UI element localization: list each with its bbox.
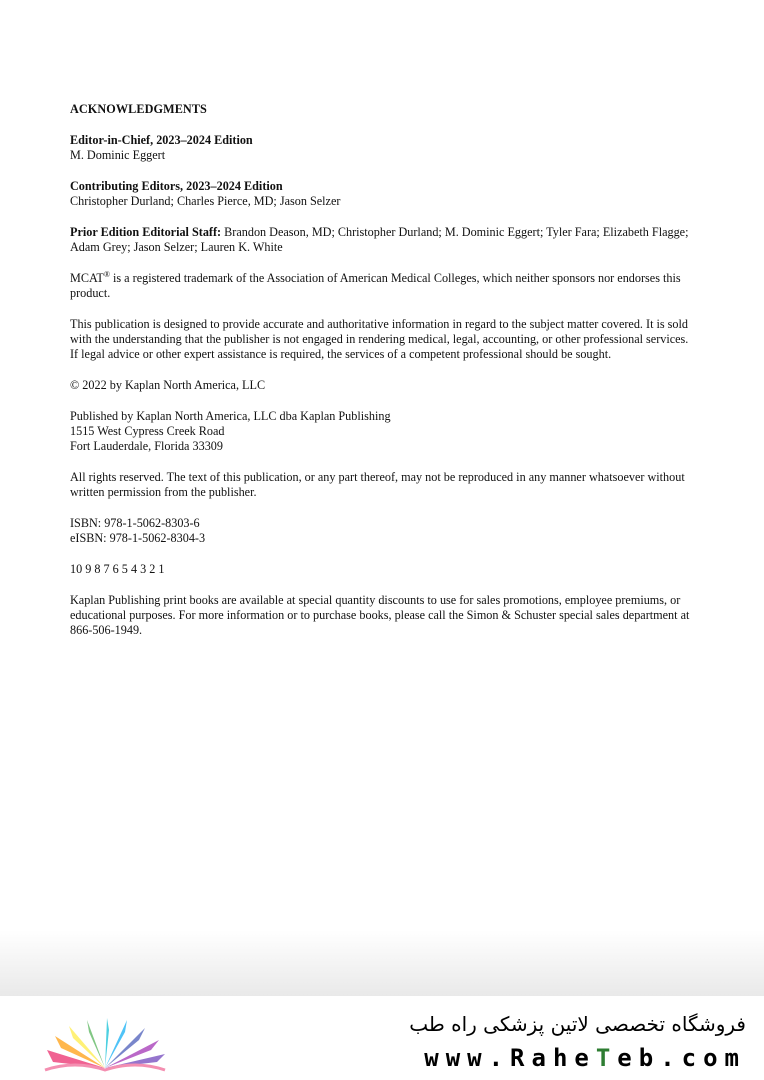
trademark-text-2: product. bbox=[70, 286, 111, 300]
trademark-notice bbox=[70, 271, 696, 301]
copyright-page bbox=[70, 102, 696, 654]
contributing-editors-names: Christopher Durland; Charles Pierce, MD; Jason Selzer bbox=[70, 194, 341, 208]
publisher-address bbox=[70, 409, 696, 454]
copyright-line: © 2022 by Kaplan North America, LLC bbox=[70, 378, 266, 392]
acknowledgments-heading: ACKNOWLEDGMENTS bbox=[70, 102, 207, 116]
rights-paragraph bbox=[70, 470, 696, 500]
publisher-line: Published by Kaplan North America, LLC dba Kaplan Publishing bbox=[70, 409, 391, 423]
isbn: ISBN: 978-1-5062-8303-6 bbox=[70, 516, 200, 530]
disclaimer-paragraph bbox=[70, 317, 696, 362]
publisher-line: 1515 West Cypress Creek Road bbox=[70, 424, 225, 438]
contributing-editors-label: Contributing Editors, 2023–2024 Edition bbox=[70, 179, 283, 193]
eisbn: eISBN: 978-1-5062-8304-3 bbox=[70, 531, 206, 545]
disclaimer-line: If legal advice or other expert assistance is required, the services of a competent professional should be sought. bbox=[70, 347, 612, 361]
sales-line: 866-506-1949. bbox=[70, 623, 143, 637]
rights-line: All rights reserved. The text of this publication, or any part thereof, may not be reproduced in any manner whatsoever without bbox=[70, 470, 685, 484]
store-watermark-footer bbox=[0, 996, 764, 1080]
store-url-accent: T bbox=[595, 1044, 618, 1072]
isbn-section bbox=[70, 516, 696, 546]
prior-staff-label: Prior Edition Editorial Staff: bbox=[70, 225, 222, 239]
rights-line: written permission from the publisher. bbox=[70, 485, 257, 499]
store-name: فروشگاه تخصصی لاتین پزشکی راه طب bbox=[409, 1012, 746, 1036]
prior-staff-names-2: Adam Grey; Jason Selzer; Lauren K. White bbox=[70, 240, 283, 254]
registered-symbol: ® bbox=[103, 269, 110, 279]
editor-in-chief-label: Editor-in-Chief, 2023–2024 Edition bbox=[70, 133, 253, 147]
prior-staff-section bbox=[70, 225, 696, 255]
sales-line: educational purposes. For more information or to purchase books, please call the Simon & Schuster special sales department at bbox=[70, 608, 690, 622]
trademark-text-1: is a registered trademark of the Association of American Medical Colleges, which neither sponsors nor endorses this bbox=[109, 271, 681, 285]
footer-shadow bbox=[0, 930, 764, 996]
store-url[interactable] bbox=[424, 1044, 746, 1072]
sales-line: Kaplan Publishing print books are available at special quantity discounts to use for sales promotions, employee premiums, or bbox=[70, 593, 681, 607]
contributing-editors-section bbox=[70, 179, 696, 209]
trademark-mark: MCAT bbox=[70, 271, 104, 285]
printing-line: 10 9 8 7 6 5 4 3 2 1 bbox=[70, 562, 165, 576]
editor-in-chief-names: M. Dominic Eggert bbox=[70, 148, 166, 162]
prior-staff-names-1: Brandon Deason, MD; Christopher Durland; M. Dominic Eggert; Tyler Fara; Elizabeth Flagge; bbox=[224, 225, 689, 239]
publisher-line: Fort Lauderdale, Florida 33309 bbox=[70, 439, 223, 453]
editor-in-chief-section bbox=[70, 133, 696, 163]
disclaimer-line: with the understanding that the publisher is not engaged in rendering medical, legal, accounting, or other professional services. bbox=[70, 332, 689, 346]
store-url-prefix: www.Rahe bbox=[424, 1044, 596, 1072]
store-url-suffix: eb.com bbox=[617, 1044, 746, 1072]
disclaimer-line: This publication is designed to provide accurate and authoritative information in regard to the subject matter covered. It is sold bbox=[70, 317, 688, 331]
open-book-logo-icon bbox=[40, 1010, 170, 1072]
sales-paragraph bbox=[70, 593, 696, 638]
